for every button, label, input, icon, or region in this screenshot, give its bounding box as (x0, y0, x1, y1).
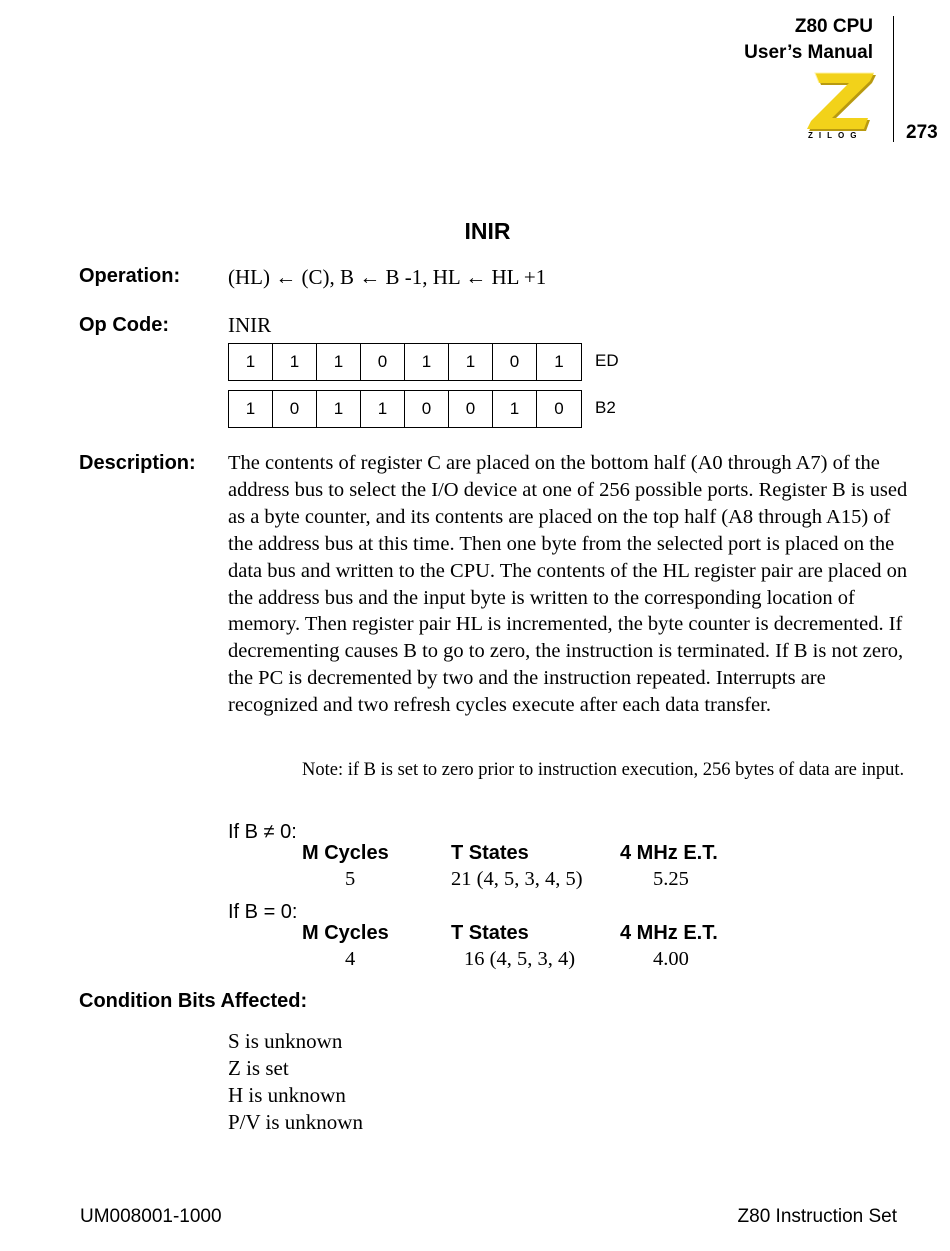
et-value: 4.00 (653, 948, 689, 970)
opcode-mnemonic: INIR (228, 313, 272, 337)
t-states-value: 21 (4, 5, 3, 4, 5) (451, 868, 583, 890)
opcode-hex-2: B2 (595, 398, 616, 417)
opcode-label: Op Code: (79, 314, 169, 336)
t-states-header: T States (451, 922, 529, 944)
opcode-byte-2 (228, 390, 582, 428)
opcode-bit: 1 (229, 391, 273, 427)
opcode-byte-1 (228, 343, 582, 381)
opcode-bit: 1 (405, 344, 449, 380)
opcode-bit: 1 (361, 391, 405, 427)
footer-doc-id: UM008001-1000 (80, 1206, 222, 1227)
manual-header (744, 14, 873, 66)
opcode-bit: 0 (449, 391, 493, 427)
description-note: Note: if B is set to zero prior to instruction execution, 256 bytes of data are input. (302, 760, 905, 780)
t-states-value: 16 (4, 5, 3, 4) (464, 948, 576, 970)
operation-label: Operation: (79, 265, 181, 287)
t-states-header: T States (451, 842, 529, 864)
logo-lettering: ZILOG (808, 131, 863, 140)
condition-bit-item: P/V is unknown (228, 1110, 363, 1134)
timing-condition: If B = 0: (228, 901, 298, 923)
et-header: 4 MHz E.T. (620, 922, 718, 944)
opcode-hex-1: ED (595, 351, 619, 370)
opcode-bit: 0 (273, 391, 317, 427)
opcode-bit: 1 (493, 391, 537, 427)
opcode-bit: 0 (405, 391, 449, 427)
footer-section: Z80 Instruction Set (737, 1206, 897, 1227)
opcode-bit: 0 (493, 344, 537, 380)
header-title-line1: Z80 CPU (794, 16, 873, 37)
timing-condition: If B ≠ 0: (228, 821, 297, 843)
opcode-bit: 0 (554, 399, 564, 418)
page-number: 273 (906, 122, 938, 143)
opcode-bit: 1 (273, 344, 317, 380)
header-title-line2: User’s Manual (744, 42, 873, 63)
opcode-bit: 1 (554, 352, 564, 371)
zilog-logo (806, 68, 878, 144)
opcode-bit: 1 (317, 344, 361, 380)
m-cycles-value: 5 (345, 868, 356, 890)
et-value: 5.25 (653, 868, 689, 890)
opcode-bit: 0 (361, 344, 405, 380)
header-divider (893, 16, 894, 142)
condition-bits-list (228, 1028, 363, 1136)
condition-bit-item: S is unknown (228, 1029, 343, 1053)
opcode-bit: 1 (449, 344, 493, 380)
condition-bits-label: Condition Bits Affected: (79, 990, 308, 1012)
opcode-bit: 1 (317, 391, 361, 427)
m-cycles-header: M Cycles (302, 922, 389, 944)
description-text: The contents of register C are placed on the bottom half (A0 through A7) of the address bus to select the I/O device at one of 256 possible ports. Register B is used as a byte counter, and its contents are placed on the top half (A8 through A15) of the address bus at this time. Then one byte from the selected port is placed on the data bus and written to the CPU. The contents of the HL register pair are placed on the address bus and the input byte is written to the corresponding location of memory. Then register pair HL is incremented, the byte counter is decremented. If decrementing causes B to go to zero, the instruction is terminated. If B is not zero, the PC is decremented by two and the instruction repeated. Interrupts are recognized and two refresh cycles execute after each data transfer. (228, 452, 908, 717)
instruction-title: INIR (464, 218, 511, 244)
m-cycles-value: 4 (345, 948, 356, 970)
opcode-bit: 1 (229, 344, 273, 380)
description-label: Description: (79, 452, 196, 474)
m-cycles-header: M Cycles (302, 842, 389, 864)
condition-bit-item: Z is set (228, 1056, 289, 1080)
condition-bit-item: H is unknown (228, 1083, 346, 1107)
operation-text: (HL) ← (C), B ← B -1, HL ← HL +1 (228, 265, 547, 289)
et-header: 4 MHz E.T. (620, 842, 718, 864)
